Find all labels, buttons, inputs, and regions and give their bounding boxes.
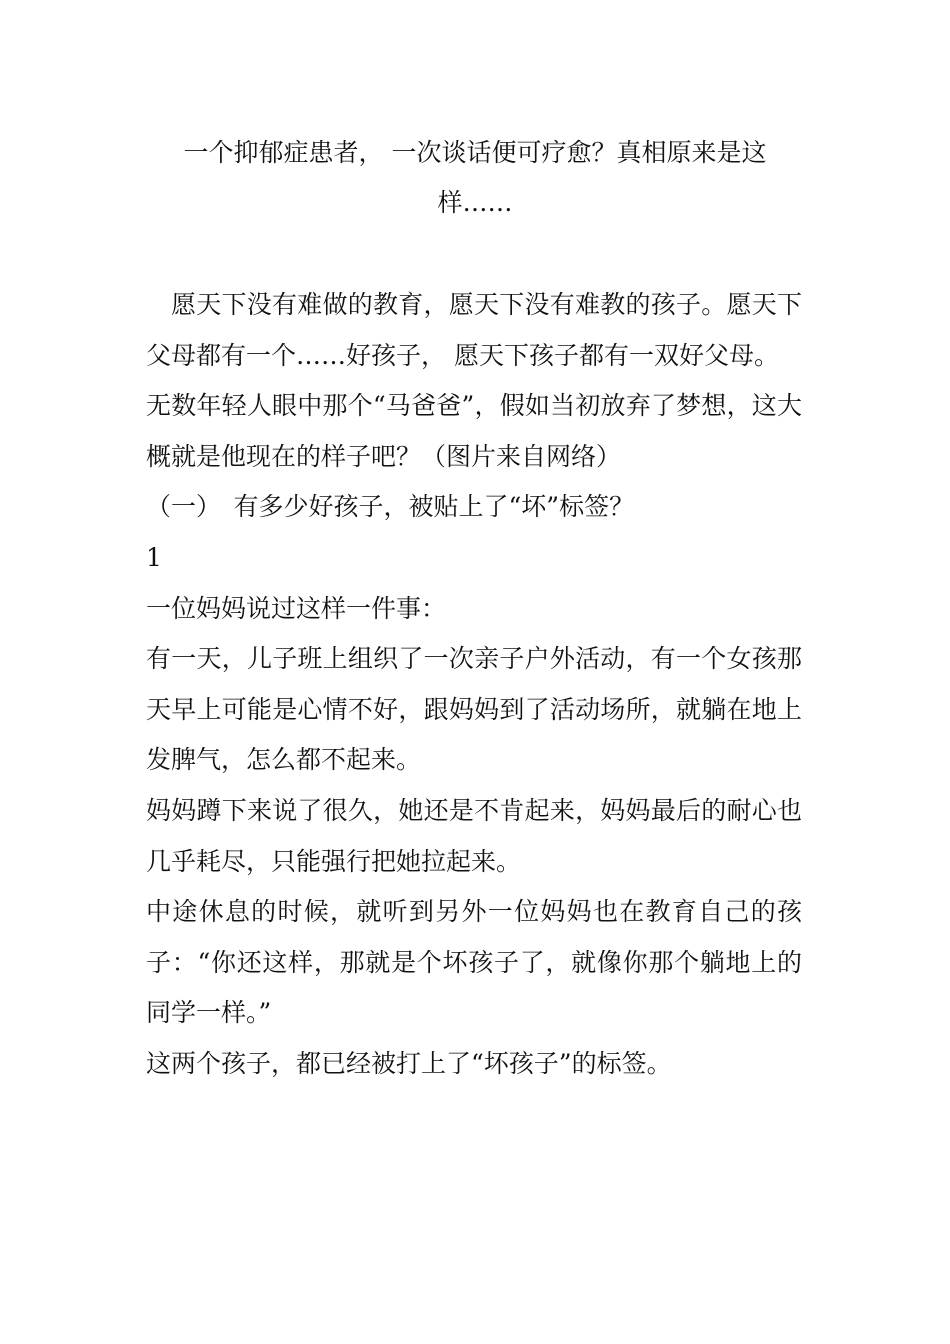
paragraph: 妈妈蹲下来说了很久，她还是不肯起来，妈妈最后的耐心也几乎耗尽，只能强行把她拉起来。 [146, 795, 802, 876]
paragraph: 有一天，儿子班上组织了一次亲子户外活动，有一个女孩那天早上可能是心情不好，跟妈妈到了活动场所，就躺在地上发脾气，怎么都不起来。 [146, 644, 802, 775]
paragraph-intro: 愿天下没有难做的教育，愿天下没有难教的孩子。愿天下父母都有一个……好孩子， 愿天下孩子都有一双好父母。 [146, 290, 802, 370]
paragraph-image-caption: 无数年轻人眼中那个“马爸爸”，假如当初放弃了梦想，这大概就是他现在的样子吧？（图片来自网络） [146, 391, 802, 471]
paragraph: 这两个孩子，都已经被打上了“坏孩子”的标签。 [146, 1048, 672, 1078]
paragraph: 一位妈妈说过这样一件事： [146, 593, 447, 623]
article-title: 一个抑郁症患者， 一次谈话便可疗愈？真相原来是这样…… [183, 138, 767, 217]
section-heading: （一） 有多少好孩子，被贴上了“坏”标签？ [146, 492, 635, 522]
paragraph: 中途休息的时候，就听到另外一位妈妈也在教育自己的孩子：“你还这样，那就是个坏孩子了，就像你那个躺地上的同学一样。” [146, 897, 802, 1028]
article-body [146, 280, 802, 1090]
section-number: 1 [146, 542, 162, 572]
